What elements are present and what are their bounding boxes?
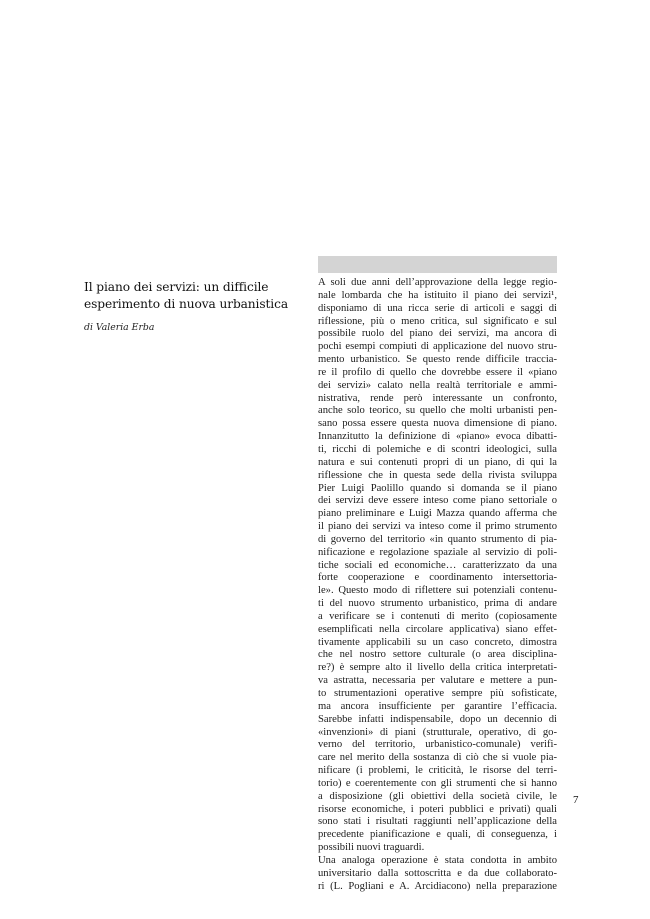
body-line: «invenzioni» di piani (strutturale, operativo, di go- <box>318 726 557 738</box>
article-title-line: esperimento di nuova urbanistica <box>84 297 288 311</box>
body-line: torio) e coerentemente con gli strumenti che si hanno <box>318 777 557 789</box>
body-line: nale lombarda che ha istituito il piano dei servizi¹, <box>318 289 557 301</box>
body-line: esemplificati nella circolare applicativa) siano effet- <box>318 623 557 635</box>
body-line: dei servizi» calato nella realtà territoriale e ammi- <box>318 379 557 391</box>
body-line: nificare (i problemi, le criticità, le risorse del terri- <box>318 765 557 777</box>
body-line: che nel nostro settore culturale (o area disciplina- <box>318 649 557 661</box>
body-line: verno del territorio, urbanistico-comunale) verifi- <box>318 739 557 751</box>
article-body <box>318 277 557 894</box>
body-line: anche solo teorico, su quello che molti urbanisti pen- <box>318 405 557 417</box>
body-line: dei servizi deve essere inteso come piano settoriale o <box>318 495 557 507</box>
body-line: natura e sui contenuti propri di un piano, di qui la <box>318 456 557 468</box>
body-line: A soli due anni dell’approvazione della legge regio- <box>318 277 557 288</box>
body-line: tiche sociali ed economiche… caratterizzato da una <box>318 559 557 571</box>
article-title-line: Il piano dei servizi: un difficile <box>84 280 269 294</box>
body-line: nistrativa, rende però interessante un confronto, <box>318 392 557 404</box>
page-number: 7 <box>573 794 579 806</box>
body-line: di governo del territorio «in quanto strumento di pia- <box>318 533 557 545</box>
body-line: tivamente applicabili su un caso concreto, dimostra <box>318 636 557 648</box>
body-line: sano possa essere questa nuova dimensione di piano. <box>318 418 557 430</box>
body-line: universitario dalla sottoscritta e da due collaborato- <box>318 867 557 879</box>
body-line: ma ancora insufficiente per garantire l’efficacia. <box>318 700 557 712</box>
body-line: risorse economiche, i poteri pubblici e privati) quali <box>318 803 557 815</box>
decorative-band <box>318 256 557 273</box>
body-line: nificazione e regolazione spaziale al servizio di poli- <box>318 546 557 558</box>
body-line: Sarebbe infatti indispensabile, dopo un decennio di <box>318 713 557 725</box>
body-line: pochi esempi compiuti di applicazione del nuovo stru- <box>318 341 557 353</box>
body-line: Una analoga operazione è stata condotta in ambito <box>318 854 557 866</box>
body-line: ti, ricchi di polemiche e di scontri ideologici, sulla <box>318 443 557 455</box>
body-line: riflessione, più o meno critica, sul significato e sul <box>318 315 557 327</box>
body-line: ri (L. Pogliani e A. Arcidiacono) nella preparazione <box>318 880 557 892</box>
body-line: le». Questo modo di riflettere sui potenziali contenu- <box>318 585 557 597</box>
article-title <box>84 279 294 313</box>
body-line: piano preliminare e Luigi Mazza quando afferma che <box>318 508 557 520</box>
body-line: care nel merito della sostanza di ciò che si vuole pia- <box>318 752 557 764</box>
body-line: forte cooperazione e coordinamento intersettoria- <box>318 572 557 584</box>
body-line: Pier Luigi Paolillo quando si domanda se il piano <box>318 482 557 494</box>
body-line: mento urbanistico. Se questo rende difficile traccia- <box>318 354 557 366</box>
body-line: disponiamo di una ricca serie di articoli e saggi di <box>318 302 557 314</box>
body-line: possibile ruolo del piano dei servizi, ma ancora di <box>318 328 557 340</box>
article-author: di Valeria Erba <box>84 322 155 333</box>
body-line: re il profilo di quello che dovrebbe essere il «piano <box>318 366 557 378</box>
body-line: a verificare se i contenuti di merito (copiosamente <box>318 610 557 622</box>
body-line: il piano dei servizi va inteso come il primo strumento <box>318 521 557 533</box>
body-line: va astratta, necessaria per valutare e mettere a pun- <box>318 675 557 687</box>
body-line: Innanzitutto la definizione di «piano» evoca dibatti- <box>318 431 557 443</box>
body-line: possibili nuovi traguardi. <box>318 842 425 854</box>
body-line: re?) è sempre alto il livello della critica interpretati- <box>318 662 557 674</box>
body-line: to strumentazioni operative sempre più sofisticate, <box>318 688 557 699</box>
body-line: sono stati i risultati raggiunti nell’applicazione della <box>318 816 557 828</box>
body-line: precedente pianificazione e quali, di conseguenza, i <box>318 829 557 841</box>
body-line: a disposizione (gli obiettivi della società civile, le <box>318 790 557 802</box>
body-line: ti del nuovo strumento urbanistico, prima di andare <box>318 598 557 610</box>
body-line: riflessione che in questa sede della rivista sviluppa <box>318 469 557 481</box>
